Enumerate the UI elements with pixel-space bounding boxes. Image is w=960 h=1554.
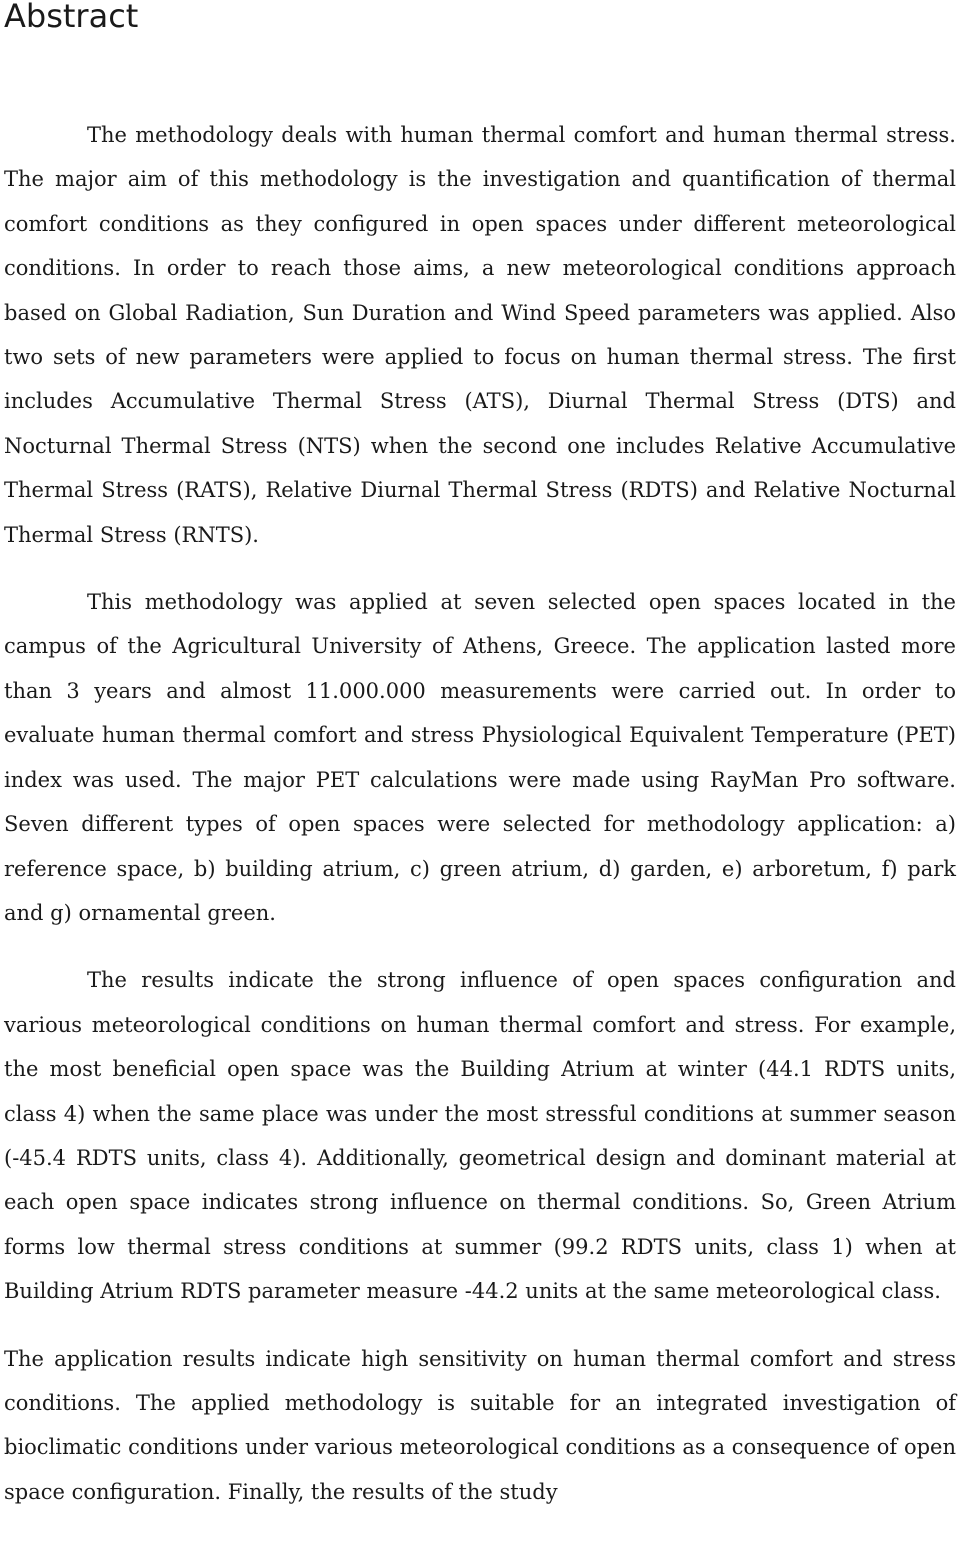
abstract-paragraph-1: The methodology deals with human thermal comfort and human thermal stress. The major aim of this methodology is the investigation and quantification of thermal comfort conditions as they configured in open spaces under different meteorological conditions. In order to reach those aims, a new meteorological conditions approach based on Global Radiation, Sun Duration and Wind Speed parameters was applied. Also two sets of new parameters were applied to focus on human thermal stress. The first includes Accumulative Thermal Stress (ATS), Diurnal Thermal Stress (DTS) and Nocturnal Thermal Stress (NTS) when the second one includes Relative Accumulative Thermal Stress (RATS), Relative Diurnal Thermal Stress (RDTS) and Relative Nocturnal Thermal Stress (RNTS). xyxy=(4,123,956,547)
abstract-paragraph-2: This methodology was applied at seven selected open spaces located in the campus of the Agricultural University of Athens, Greece. The application lasted more than 3 years and almost 11.000.000 measurements were carried out. In order to evaluate human thermal comfort and stress Physiological Equivalent Temperature (PET) index was used. The major PET calculations were made using RayMan Pro software. Seven different types of open spaces were selected for methodology application: a) reference space, b) building atrium, c) green atrium, d) garden, e) arboretum, f) park and g) ornamental green. xyxy=(4,590,956,925)
abstract-paragraph-4: The application results indicate high sensitivity on human thermal comfort and stress conditions. The applied methodology is suitable for an integrated investigation of bioclimatic conditions under various meteorological conditions as a consequence of open space configuration. Finally, the results of the study xyxy=(4,1346,956,1504)
abstract-heading: Abstract xyxy=(4,0,139,35)
abstract-page xyxy=(4,0,956,1514)
abstract-paragraph-3: The results indicate the strong influence of open spaces configuration and various meteorological conditions on human thermal comfort and stress. For example, the most beneficial open space was the Building Atrium at winter (44.1 RDTS units, class 4) when the same place was under the most stressful conditions at summer season (-45.4 RDTS units, class 4). Additionally, geometrical design and dominant material at each open space indicates strong influence on thermal conditions. So, Green Atrium forms low thermal stress conditions at summer (99.2 RDTS units, class 1) when at Building Atrium RDTS parameter measure -44.2 units at the same meteorological class. xyxy=(4,968,956,1304)
